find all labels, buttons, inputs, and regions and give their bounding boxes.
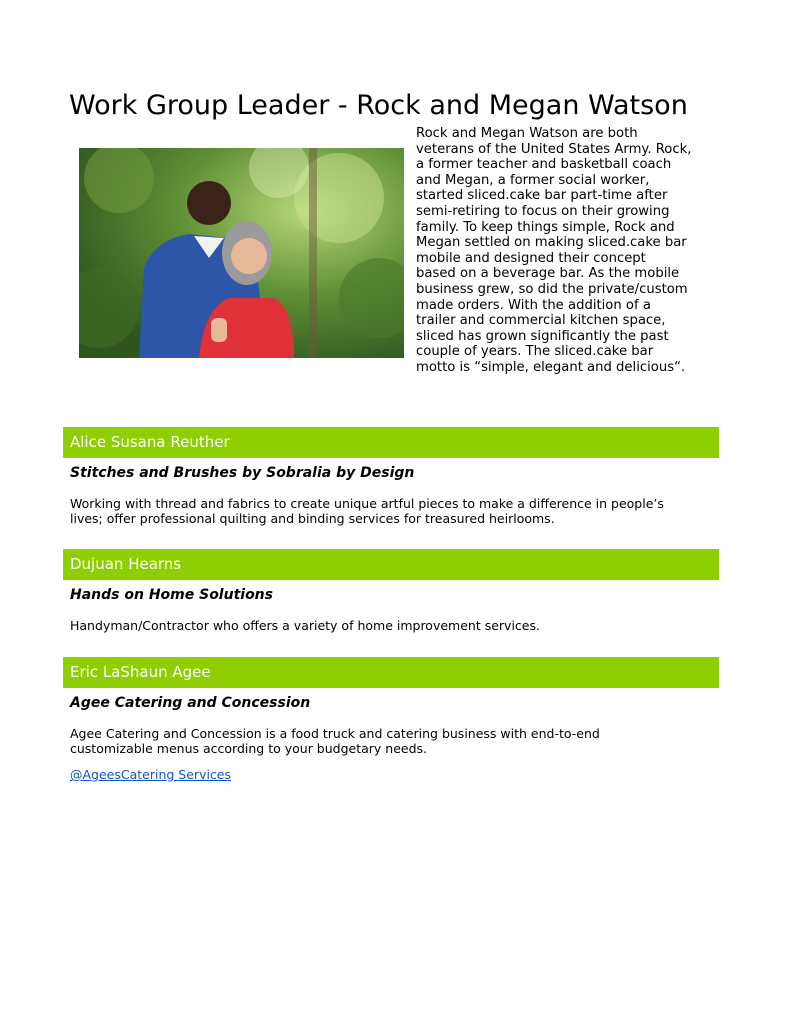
bio-line: motto is “simple, elegant and delicious“. [416, 359, 686, 375]
member-name-bar: Alice Susana Reuther [63, 427, 719, 458]
business-description [70, 618, 720, 633]
member-name-bar: Dujuan Hearns [63, 549, 719, 580]
bio-line: couple of years. The sliced.cake bar [416, 344, 654, 360]
couple-photo-image [79, 148, 404, 358]
bio-line: business grew, so did the private/custom [416, 281, 688, 297]
description-line: Handyman/Contractor who offers a variety of home improvement services. [70, 618, 540, 633]
bio-line: trailer and commercial kitchen space, [416, 313, 666, 329]
bio-line: semi-retiring to focus on their growing [416, 203, 670, 219]
bio-line: started sliced.cake bar part-time after [416, 188, 668, 204]
business-description [70, 726, 720, 756]
bio-line: a former teacher and basketball coach [416, 157, 672, 173]
bio-line: sliced has grown significantly the past [416, 328, 669, 344]
bio-line: Rock and Megan Watson are both [416, 126, 638, 141]
business-name: Stitches and Brushes by Sobralia by Design [70, 465, 415, 481]
bio-line: mobile and designed their concept [416, 250, 646, 266]
page-title: Work Group Leader - Rock and Megan Watson [69, 90, 688, 121]
bio-line: made orders. With the addition of a [416, 297, 651, 313]
description-line: customizable menus according to your budgetary needs. [70, 741, 428, 756]
description-line: Agee Catering and Concession is a food truck and catering business with end-to-end [70, 726, 600, 741]
business-description [70, 496, 720, 526]
bio-line: and Megan, a former social worker, [416, 172, 650, 188]
bio-line: based on a beverage bar. As the mobile [416, 266, 680, 282]
description-line: Working with thread and fabrics to create unique artful pieces to make a difference in people’s [70, 496, 664, 511]
business-name: Agee Catering and Concession [70, 695, 311, 711]
bio-line: veterans of the United States Army. Rock, [416, 141, 692, 157]
bio-line: Megan settled on making sliced.cake bar [416, 235, 687, 251]
bio-line: family. To keep things simple, Rock and [416, 219, 675, 235]
description-line: lives; offer professional quilting and binding services for treasured heirlooms. [70, 511, 555, 526]
social-media-link[interactable]: @AgeesCatering Services [70, 767, 232, 782]
business-name: Hands on Home Solutions [70, 587, 273, 603]
member-name-bar: Eric LaShaun Agee [63, 657, 719, 688]
leader-bio [416, 126, 728, 376]
leader-photo [79, 148, 404, 358]
